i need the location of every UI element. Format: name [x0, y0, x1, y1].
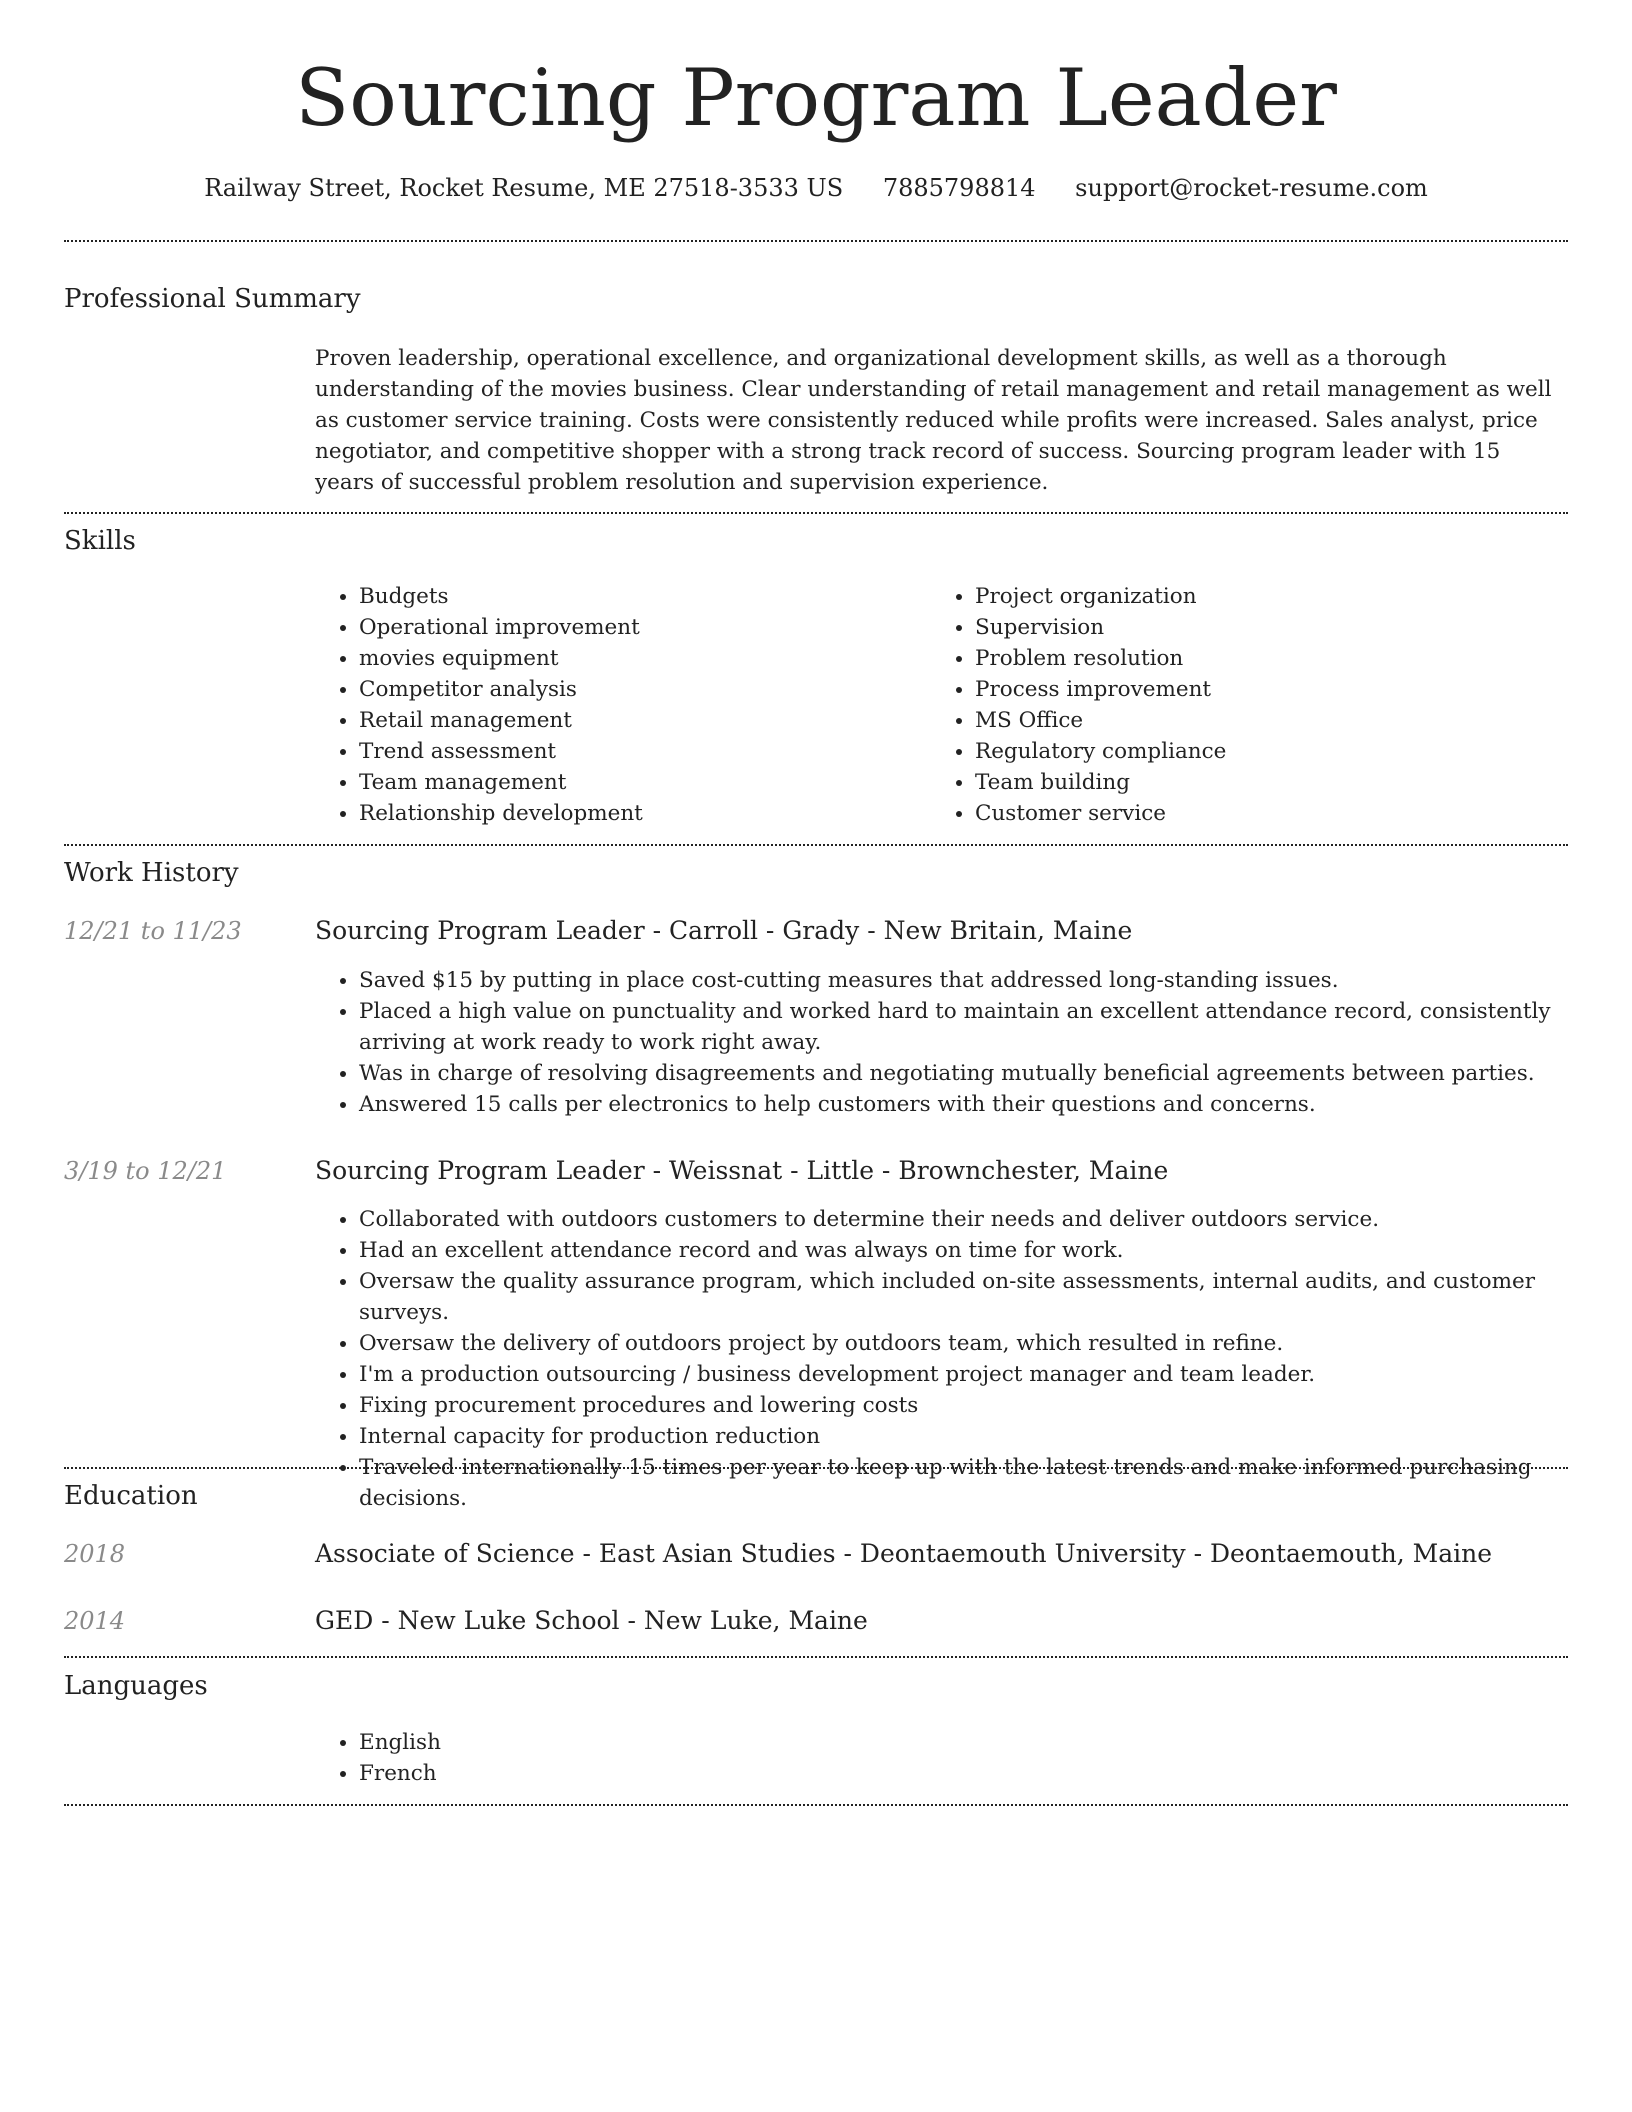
languages-list	[315, 1727, 1609, 1789]
skill-item: • Regulatory compliance	[975, 736, 1595, 767]
job-title: Sourcing Program Leader - Weissnat - Little - Brownchester, Maine	[315, 1156, 1169, 1185]
section-title-summary: Professional Summary	[64, 284, 361, 314]
skill-item: • Budgets	[359, 581, 919, 612]
skill-item: • Relationship development	[359, 798, 919, 829]
divider	[64, 512, 1568, 514]
contact-email: support@rocket-resume.com	[1075, 174, 1428, 202]
divider	[64, 1467, 1568, 1469]
job-bullet: • Traveled internationally 15 times per year to keep up with the latest trends and make informed purchasing decisions.	[359, 1452, 1609, 1514]
job-dates: 3/19 to 12/21	[64, 1157, 227, 1185]
skill-item: • Team building	[975, 767, 1595, 798]
skill-item: • Operational improvement	[359, 612, 919, 643]
job-title: Sourcing Program Leader - Carroll - Grady - New Britain, Maine	[315, 916, 1133, 945]
job-bullet: • Had an excellent attendance record and was always on time for work.	[359, 1235, 1609, 1266]
divider	[64, 1804, 1568, 1806]
job-bullet: • Internal capacity for production reduction	[359, 1421, 1609, 1452]
section-title-work: Work History	[64, 858, 239, 888]
skill-item: • Project organization	[975, 581, 1595, 612]
contact-address: Railway Street, Rocket Resume, ME 27518-3533 US	[204, 174, 844, 202]
education-entry: Associate of Science - East Asian Studies - Deontaemouth University - Deontaemouth, Maine	[315, 1539, 1493, 1568]
education-entry: GED - New Luke School - New Luke, Maine	[315, 1606, 868, 1635]
job-bullet: • Fixing procurement procedures and lowering costs	[359, 1390, 1609, 1421]
contact-phone: 7885798814	[882, 174, 1036, 202]
skill-item: • Process improvement	[975, 674, 1595, 705]
job-bullet: • Collaborated with outdoors customers to determine their needs and deliver outdoors service.	[359, 1204, 1609, 1235]
education-year: 2014	[64, 1607, 126, 1635]
job-bullet: • Was in charge of resolving disagreements and negotiating mutually beneficial agreements between parties.	[359, 1058, 1609, 1089]
divider	[64, 844, 1568, 846]
skill-item: • Supervision	[975, 612, 1595, 643]
skill-item: • Competitor analysis	[359, 674, 919, 705]
skill-item: • movies equipment	[359, 643, 919, 674]
job-bullet: • Oversaw the quality assurance program, which included on-site assessments, internal audits, and customer surveys.	[359, 1266, 1609, 1328]
divider	[64, 240, 1568, 242]
job-bullets	[315, 965, 1609, 1120]
skill-item: • Problem resolution	[975, 643, 1595, 674]
job-bullet: • Answered 15 calls per electronics to help customers with their questions and concerns.	[359, 1089, 1609, 1120]
summary-text: Proven leadership, operational excellence, and organizational development skills, as well as a thorough understanding of the movies business. Clear understanding of retail management and retail management as well as customer service training. Costs were consistently reduced while profits were increased. Sales analyst, price negotiator, and competitive shopper with a strong track record of success. Sourcing program leader with 15 years of successful problem resolution and supervision experience.	[315, 346, 1552, 495]
education-year: 2018	[64, 1540, 126, 1568]
contact-line	[0, 172, 1632, 204]
section-title-skills: Skills	[64, 526, 136, 556]
section-title-education: Education	[64, 1481, 198, 1511]
language-item: • English	[359, 1727, 1609, 1758]
skill-item: • MS Office	[975, 705, 1595, 736]
section-title-languages: Languages	[64, 1671, 208, 1701]
job-bullet: • Placed a high value on punctuality and worked hard to maintain an excellent attendance record, consistently arriving at work ready to work right away.	[359, 996, 1609, 1058]
job-dates: 12/21 to 11/23	[64, 917, 242, 945]
language-item: • French	[359, 1758, 1609, 1789]
skills-list-right	[931, 581, 1595, 829]
skills-list-left	[315, 581, 919, 829]
divider	[64, 1656, 1568, 1658]
skill-item: • Trend assessment	[359, 736, 919, 767]
job-bullet: • I'm a production outsourcing / business development project manager and team leader.	[359, 1359, 1609, 1390]
skill-item: • Customer service	[975, 798, 1595, 829]
resume-name: Sourcing Program Leader	[295, 52, 1337, 144]
job-bullet: • Oversaw the delivery of outdoors project by outdoors team, which resulted in refine.	[359, 1328, 1609, 1359]
skill-item: • Team management	[359, 767, 919, 798]
job-bullet: • Saved $15 by putting in place cost-cutting measures that addressed long-standing issues.	[359, 965, 1609, 996]
skill-item: • Retail management	[359, 705, 919, 736]
